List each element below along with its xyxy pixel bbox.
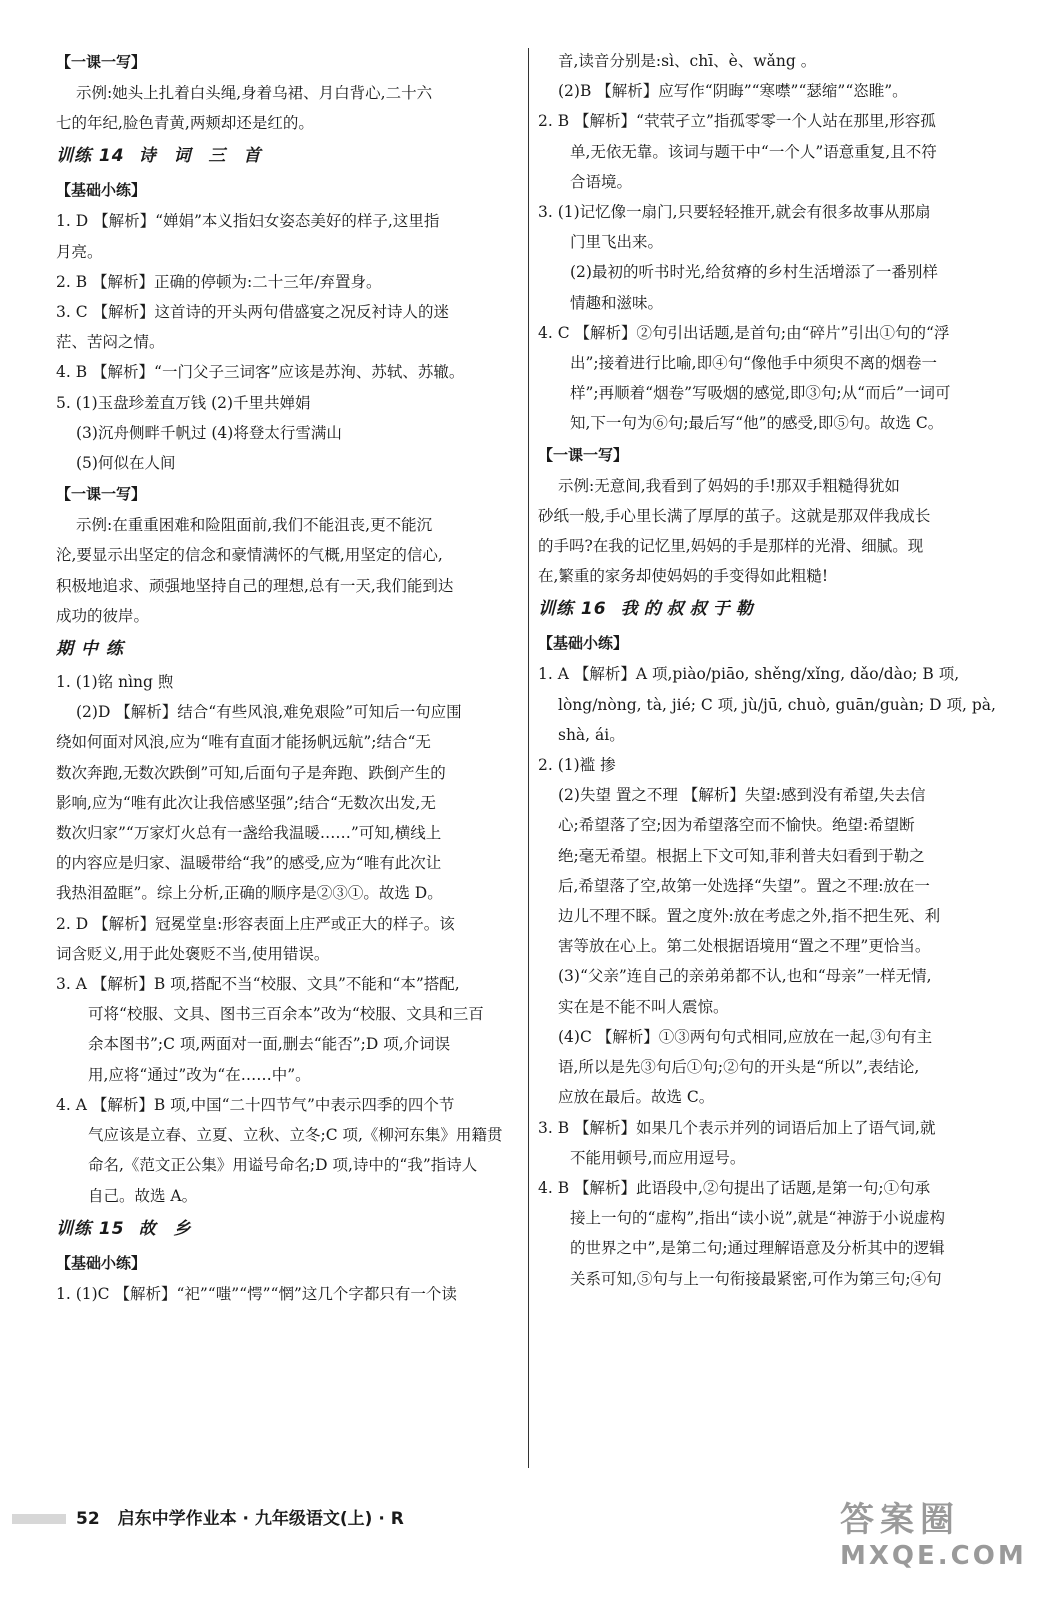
section-label: 【基础小练】 (56, 181, 147, 200)
text-line: (3)“父亲”连自己的亲弟弟都不认,也和“母亲”一样无情, (558, 967, 932, 986)
text-line: 月亮。 (56, 242, 103, 261)
text-line: 自己。故选 A。 (88, 1186, 198, 1205)
text-line: 的手吗?在我的记忆里,妈妈的手是那样的光滑、细腻。现 (538, 537, 924, 556)
book-title: 启东中学作业本 · 九年级语文(上) · R (117, 1509, 404, 1529)
text-line: 数次归家”“万家灯火总有一盏给我温暖……”可知,横线上 (56, 824, 442, 843)
watermark-domain: MXQE.COM (840, 1541, 1027, 1571)
watermark-text: 答案圈 (840, 1500, 960, 1540)
text-line: 害等放在心上。第二处根据语境用“置之不理”更恰当。 (558, 937, 931, 956)
text-line: 2. (1)褴 掺 (538, 756, 616, 775)
unit-title: 我的叔叔于勒 (620, 599, 759, 620)
text-line: 沦,要显示出坚定的信念和豪情满怀的气概,用坚定的信心, (56, 546, 443, 565)
text-line: (2)D 【解析】结合“有些风浪,难免艰险”可知后一句应围 (76, 703, 462, 722)
text-line: 语,所以是先③句后①句;②句的开头是“所以”,表结论, (558, 1058, 920, 1077)
text-line: 余本图书”;C 项,两面对一面,删去“能否”;D 项,介词误 (88, 1035, 451, 1054)
text-line: 2. B 【解析】正确的停顿为:二十三年/弃置身。 (56, 272, 382, 291)
text-line: (4)C 【解析】①③两句句式相同,应放在一起,③句有主 (558, 1027, 933, 1046)
text-line: 接上一句的“虚构”,指出“读小说”,就是“神游于小说虚构 (570, 1209, 945, 1228)
text-line: 的世界之中”,是第二句;通过理解语意及分析其中的逻辑 (570, 1239, 945, 1258)
text-line: 合语境。 (570, 172, 633, 191)
text-line: (2)B 【解析】应写作“阴晦”“寒噤”“瑟缩”“恣睢”。 (558, 82, 908, 101)
unit-heading (538, 591, 1002, 627)
text-line: 实在是不能不叫人震惊。 (558, 997, 729, 1016)
text-line: 茫、苦闷之情。 (56, 333, 165, 352)
text-line: 情趣和滋味。 (570, 293, 664, 312)
text-line: 数次奔跑,无数次跌倒”可知,后面句子是奔跑、跌倒产生的 (56, 763, 446, 782)
unit-number: 训练 15 (56, 1218, 125, 1239)
text-line: 4. C 【解析】②句引出话题,是首句;由“碎片”引出①句的“浮 (538, 323, 950, 342)
text-line: 样”;再顺着“烟卷”写吸烟的感觉,即③句;从“而后”一词可 (570, 384, 951, 403)
right-column (538, 46, 1002, 1294)
section-label: 【一课一写】 (56, 53, 147, 71)
unit-number: 训练 14 (56, 146, 125, 167)
text-line: 的内容应是归家、温暖带给“我”的感受,应为“唯有此次让 (56, 854, 442, 873)
text-line: shà, ái。 (558, 725, 625, 744)
text-line: 关系可知,⑤句与上一句衔接最紧密,可作为第三句;④句 (570, 1269, 942, 1288)
column-divider (528, 48, 529, 1468)
text-line: 七的年纪,脸色青黄,两颊却还是红的。 (56, 114, 314, 133)
text-line: 1. (1)C 【解析】“祀”“嗤”“愕”“惘”这几个字都只有一个读 (56, 1284, 457, 1303)
text-line: (2)失望 置之不理 【解析】失望:感到没有希望,失去信 (558, 786, 926, 805)
text-line: 命名,《范文正公集》用谥号命名;D 项,诗中的“我”指诗人 (88, 1156, 478, 1175)
text-line: (3)沉舟侧畔千帆过 (4)将登太行雪满山 (76, 423, 342, 442)
text-line: 示例:无意间,我看到了妈妈的手!那双手粗糙得犹如 (558, 476, 900, 495)
text-line: 不能用顿号,而应用逗号。 (570, 1148, 746, 1167)
text-line: 成功的彼岸。 (56, 606, 150, 625)
text-line: 后,希望落了空,故第一处选择“失望”。置之不理:放在一 (558, 876, 930, 895)
page-number: 52 (76, 1509, 100, 1529)
text-line: 3. A 【解析】B 项,搭配不当“校服、文具”不能和“本”搭配, (56, 975, 460, 994)
unit-heading (56, 631, 518, 667)
text-line: 砂纸一般,手心里长满了厚厚的茧子。这就是那双伴我成长 (538, 506, 931, 525)
text-line: lòng/nòng, tà, jié; C 项, jù/jū, chuò, guān/guàn; D 项, pà, (558, 695, 996, 714)
text-line: 用,应将“通过”改为“在……中”。 (88, 1065, 311, 1084)
text-line: 门里飞出来。 (570, 233, 664, 252)
text-line: 1. D 【解析】“婵娟”本义指妇女姿态美好的样子,这里指 (56, 212, 440, 231)
text-line: 知,下一句为⑥句;最后写“他”的感受,即⑤句。故选 C。 (570, 414, 944, 433)
unit-title: 故 乡 (138, 1218, 197, 1239)
watermark-logo (840, 1492, 1040, 1592)
text-line: 音,读音分别是:sì、chī、è、wǎng 。 (558, 52, 817, 70)
unit-heading (56, 138, 518, 174)
text-line: 积极地追求、顽强地坚持自己的理想,总有一天,我们能到达 (56, 576, 454, 595)
left-column (56, 46, 518, 1309)
text-line: (5)何似在人间 (76, 454, 176, 473)
text-line: 3. C 【解析】这首诗的开头两句借盛宴之况反衬诗人的迷 (56, 303, 450, 322)
text-line: 应放在最后。故选 C。 (558, 1088, 715, 1107)
text-line: 示例:她头上扎着白头绳,身着乌裙、月白背心,二十六 (76, 84, 433, 102)
text-line: 气应该是立春、立夏、立秋、立冬;C 项,《柳河东集》用籍贯 (88, 1126, 503, 1145)
unit-number: 期 中 练 (56, 639, 124, 660)
text-line: 绝;毫无希望。根据上下文可知,菲利普夫妇看到于勒之 (558, 846, 925, 865)
section-label: 【一课一写】 (56, 485, 147, 504)
unit-heading (56, 1211, 518, 1247)
section-label: 【基础小练】 (56, 1253, 147, 1272)
text-line: 可将“校服、文具、图书三百余本”改为“校服、文具和三百 (88, 1005, 484, 1024)
text-line: 绕如何面对风浪,应为“唯有直面才能扬帆远航”;结合“无 (56, 733, 431, 752)
section-label: 【一课一写】 (538, 445, 629, 464)
text-line: 边儿不理不睬。置之度外:放在考虑之外,指不把生死、利 (558, 907, 941, 926)
text-line: 出”;接着进行比喻,即④句“像他手中须臾不离的烟卷一 (570, 354, 937, 373)
text-line: 心;希望落了空;因为希望落空而不愉快。绝望:希望断 (558, 816, 915, 835)
unit-title: 诗 词 三 首 (138, 146, 267, 167)
text-line: 示例:在重重困难和险阻面前,我们不能沮丧,更不能沉 (76, 516, 433, 535)
text-line: 我热泪盈眶”。综上分析,正确的顺序是②③①。故选 D。 (56, 884, 443, 903)
unit-number: 训练 16 (538, 599, 607, 620)
text-line: 5. (1)玉盘珍羞直万钱 (2)千里共婵娟 (56, 393, 311, 412)
section-label: 【基础小练】 (538, 634, 629, 653)
text-line: 1. (1)铭 nìng 煦 (56, 673, 174, 692)
text-line: 2. D 【解析】冠冕堂皇:形容表面上庄严或正大的样子。该 (56, 914, 455, 933)
text-line: 4. A 【解析】B 项,中国“二十四节气”中表示四季的四个节 (56, 1095, 455, 1114)
text-line: 2. B 【解析】“茕茕孑立”指孤零零一个人站在那里,形容孤 (538, 112, 936, 131)
footer-bar (12, 1514, 66, 1524)
text-line: 在,繁重的家务却使妈妈的手变得如此粗糙! (538, 567, 829, 586)
text-line: 词含贬义,用于此处褒贬不当,使用错误。 (56, 944, 330, 963)
text-line: 4. B 【解析】“一门父子三词客”应该是苏洵、苏轼、苏辙。 (56, 363, 465, 382)
text-line: (2)最初的听书时光,给贫瘠的乡村生活增添了一番别样 (570, 263, 938, 282)
text-line: 单,无依无靠。该词与题干中“一个人”语意重复,且不符 (570, 142, 937, 161)
text-line: 4. B 【解析】此语段中,②句提出了话题,是第一句;①句承 (538, 1178, 931, 1197)
text-line: 3. (1)记忆像一扇门,只要轻轻推开,就会有很多故事从那扇 (538, 203, 931, 222)
text-line: 3. B 【解析】如果几个表示并列的词语后加上了语气词,就 (538, 1118, 936, 1137)
text-line: 影响,应为“唯有此次让我倍感坚强”;结合“无数次出发,无 (56, 793, 436, 812)
text-line: 1. A 【解析】A 项,piào/piāo, shěng/xǐng, dǎo/dào; B 项, (538, 665, 960, 684)
